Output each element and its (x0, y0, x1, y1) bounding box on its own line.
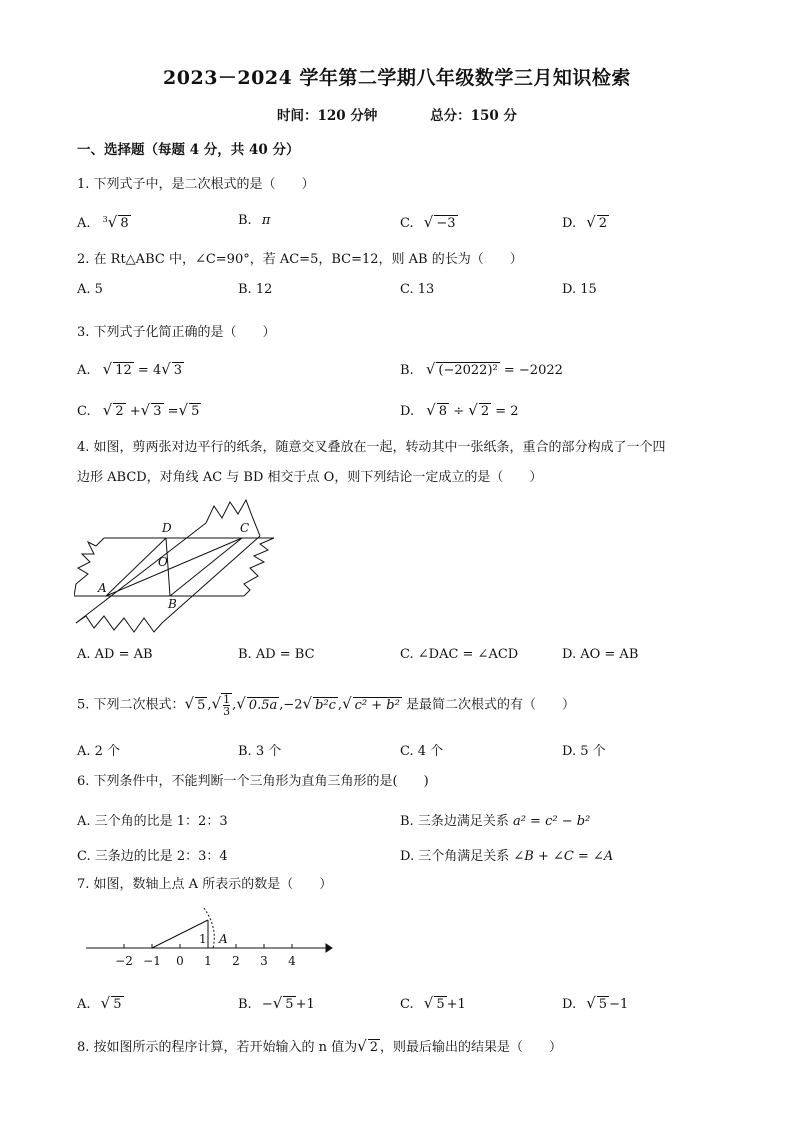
q1-stem: 1. 下列式子中，是二次根式的是（ ） (77, 177, 315, 192)
q6-option-a: A. 三个角的比是 1：2：3 (77, 814, 228, 829)
axis-tick-label: 4 (288, 954, 296, 968)
axis-tick-label: −1 (143, 954, 161, 968)
exam-time: 时间：120 分钟 (277, 108, 378, 124)
q6-stem: 6. 下列条件中，不能判断一个三角形为直角三角形的是( ) (77, 774, 429, 789)
q1-option-a: A. $^3$√ 8 (77, 213, 129, 231)
q2-option-b: B. 12 (238, 282, 273, 297)
diagonal-ac (106, 538, 242, 596)
q1-option-c: C. √ −3 (400, 213, 456, 231)
q7-option-b: B. −√ 5 +1 (238, 994, 315, 1012)
q8-stem: 8. 按如图所示的程序计算，若开始输入的 n 值为√ 2 ，则最后输出的结果是（ ） (77, 1037, 563, 1055)
point-a-label: A (219, 932, 228, 946)
q5-stem: 5. 下列二次根式：√ 5 ,√ $\frac{1}{3}$ ,√ 0.5a ,−2√ b²c ,√ c² + b² 是最简二次根式的有（ ） (77, 693, 575, 718)
label-c: C (240, 521, 250, 535)
q2-option-c: C. 13 (400, 282, 435, 297)
q4-option-c: C. ∠DAC = ∠ACD (400, 647, 519, 662)
q7-option-c: C. √ 5 +1 (400, 994, 466, 1012)
exam-info (0, 104, 794, 124)
q4-option-a: A. AD = AB (77, 647, 153, 662)
q6-option-b: B. 三条边满足关系 a² = c² − b² (400, 814, 591, 829)
q3-option-c: C. √ 2 +√ 3 =√ 5 (77, 401, 200, 419)
axis-tick-label: 3 (260, 954, 268, 968)
axis-tick-label: 2 (232, 954, 240, 968)
q7-number-line-figure (84, 906, 334, 974)
q7-option-a: A. √ 5 (77, 994, 122, 1012)
q3-option-a: A. √ 12 = 4√ 3 (77, 360, 183, 378)
q2-option-a: A. 5 (77, 282, 103, 297)
q4-figure-paper-strips (74, 498, 284, 634)
q2-stem: 2. 在 Rt△ABC 中，∠C=90°，若 AC=5，BC=12，则 AB 的长为（ ） (77, 252, 523, 267)
q5-option-c: C. 4 个 (400, 744, 444, 759)
q5-option-a: A. 2 个 (77, 744, 121, 759)
q4-option-b: B. AD = BC (238, 647, 315, 662)
q7-option-d: D. √ 5 −1 (562, 994, 629, 1012)
q3-stem: 3. 下列式子化简正确的是（ ） (77, 325, 276, 340)
label-a: A (98, 581, 107, 595)
q6-option-d: D. 三个角满足关系 ∠B + ∠C = ∠A (400, 849, 614, 864)
axis-tick-label: −2 (115, 954, 133, 968)
exam-score: 总分：150 分 (430, 108, 517, 124)
axis-tick-label: 0 (176, 954, 184, 968)
q1-option-d: D. √ 2 (562, 213, 608, 231)
q6-option-c: C. 三条边的比是 2：3：4 (77, 849, 228, 864)
exam-title: 2023－2024 学年第二学期八年级数学三月知识检索 (163, 67, 631, 89)
label-b: B (168, 597, 177, 611)
q3-option-d: D. √ 8 ÷ √ 2 = 2 (400, 401, 519, 419)
label-o: O (158, 555, 168, 569)
q4-stem-line1: 4. 如图，剪两张对边平行的纸条，随意交叉叠放在一起，转动其中一张纸条，重合的部分构成了一个四 (77, 440, 666, 455)
q5-option-b: B. 3 个 (238, 744, 282, 759)
axis-arrow (326, 944, 332, 952)
q2-option-d: D. 15 (562, 282, 597, 297)
section-heading: 一、选择题（每题 4 分，共 40 分） (77, 142, 300, 158)
axis-tick-label: 1 (204, 954, 212, 968)
q1-option-b: B. π (238, 213, 271, 228)
label-d: D (162, 521, 172, 535)
q4-stem-line2: 边形 ABCD，对角线 AC 与 BD 相交于点 O，则下列结论一定成立的是（ ） (77, 470, 543, 485)
q3-option-b: B. √ (−2022)² = −2022 (400, 360, 563, 378)
q7-stem: 7. 如图，数轴上点 A 所表示的数是（ ） (77, 877, 333, 892)
unit-length-label: 1 (199, 932, 207, 946)
q4-option-d: D. AO = AB (562, 647, 639, 662)
q5-option-d: D. 5 个 (562, 744, 606, 759)
